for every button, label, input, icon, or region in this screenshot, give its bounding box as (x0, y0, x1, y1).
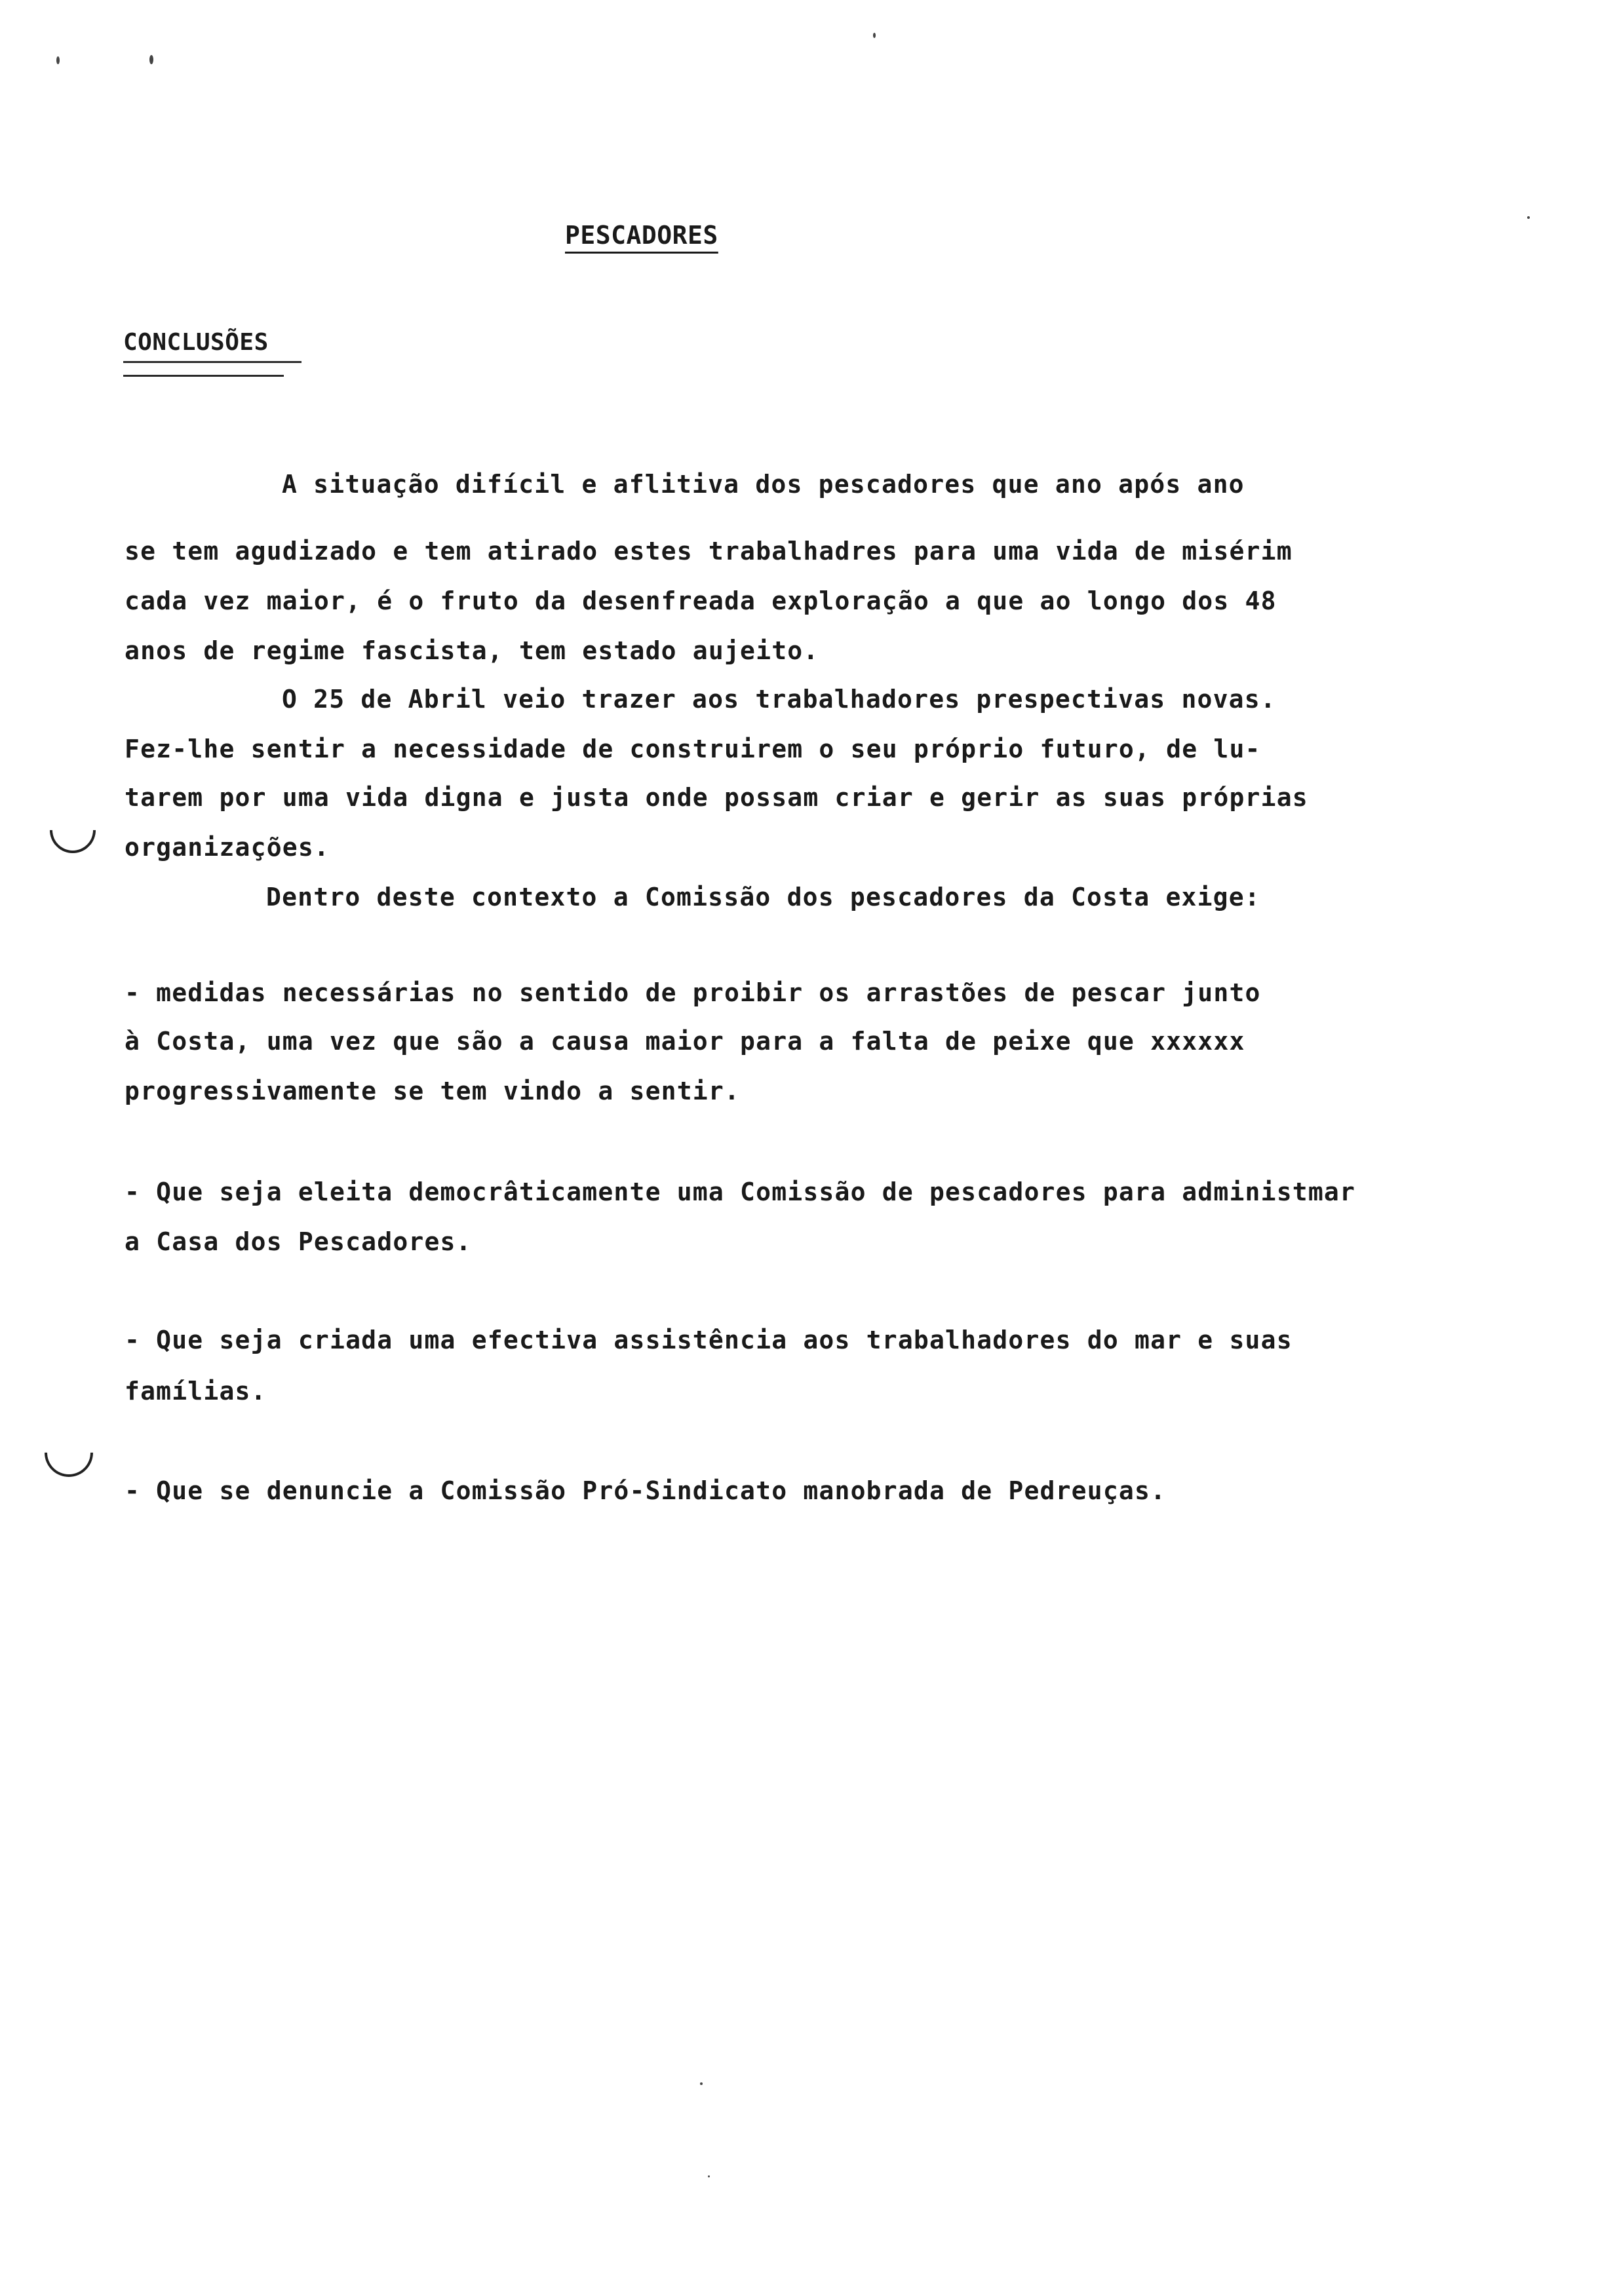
demand-line: a Casa dos Pescadores. (125, 1227, 472, 1256)
margin-pen-mark (41, 798, 106, 863)
demand-line: - Que seja criada uma efectiva assistência aos trabalhadores do mar e suas (125, 1326, 1293, 1354)
demand-line: - Que se denuncie a Comissão Pró-Sindicato manobrada de Pedreuças. (125, 1476, 1167, 1505)
paragraph-line: Dentro deste contexto a Comissão dos pescadores da Costa exige: (266, 883, 1260, 911)
demand-line: - medidas necessárias no sentido de proibir os arrastões de pescar junto (125, 978, 1261, 1007)
demand-line: famílias. (125, 1377, 267, 1406)
heading-double-underline (123, 375, 284, 377)
margin-pen-mark (35, 1419, 104, 1487)
demand-line: à Costa, uma vez que são a causa maior para a falta de peixe que xxxxxx (125, 1027, 1245, 1056)
demand-line: progressivamente se tem vindo a sentir. (125, 1077, 741, 1105)
paragraph-line: tarem por uma vida digna e justa onde possam criar e gerir as suas próprias (125, 783, 1308, 812)
scan-speck (56, 56, 60, 64)
scan-speck (708, 2175, 710, 2177)
paragraph-line: Fez-lhe sentir a necessidade de construirem o seu próprio futuro, de lu- (125, 735, 1261, 763)
paragraph-line: organizações. (125, 833, 330, 862)
demand-line: - Que seja eleita democrâticamente uma Comissão de pescadores para administmar (125, 1177, 1356, 1206)
paragraph-line: cada vez maior, é o fruto da desenfreada exploração a que ao longo dos 48 (125, 586, 1277, 615)
paragraph-line: O 25 de Abril veio trazer aos trabalhadores prespectivas novas. (282, 685, 1276, 714)
scan-speck (149, 55, 153, 64)
document-title: PESCADORES (565, 221, 718, 250)
scan-speck (700, 2082, 703, 2085)
section-heading: CONCLUSÕES (123, 329, 269, 356)
scan-speck (1527, 216, 1530, 219)
heading-underline (123, 361, 302, 363)
paragraph-line: anos de regime fascista, tem estado aujeito. (125, 636, 819, 665)
paragraph-line: A situação difícil e aflitiva dos pescadores que ano após ano (282, 470, 1245, 499)
paragraph-line: se tem agudizado e tem atirado estes trabalhadres para uma vida de misérim (125, 537, 1293, 565)
scan-speck (873, 33, 876, 38)
